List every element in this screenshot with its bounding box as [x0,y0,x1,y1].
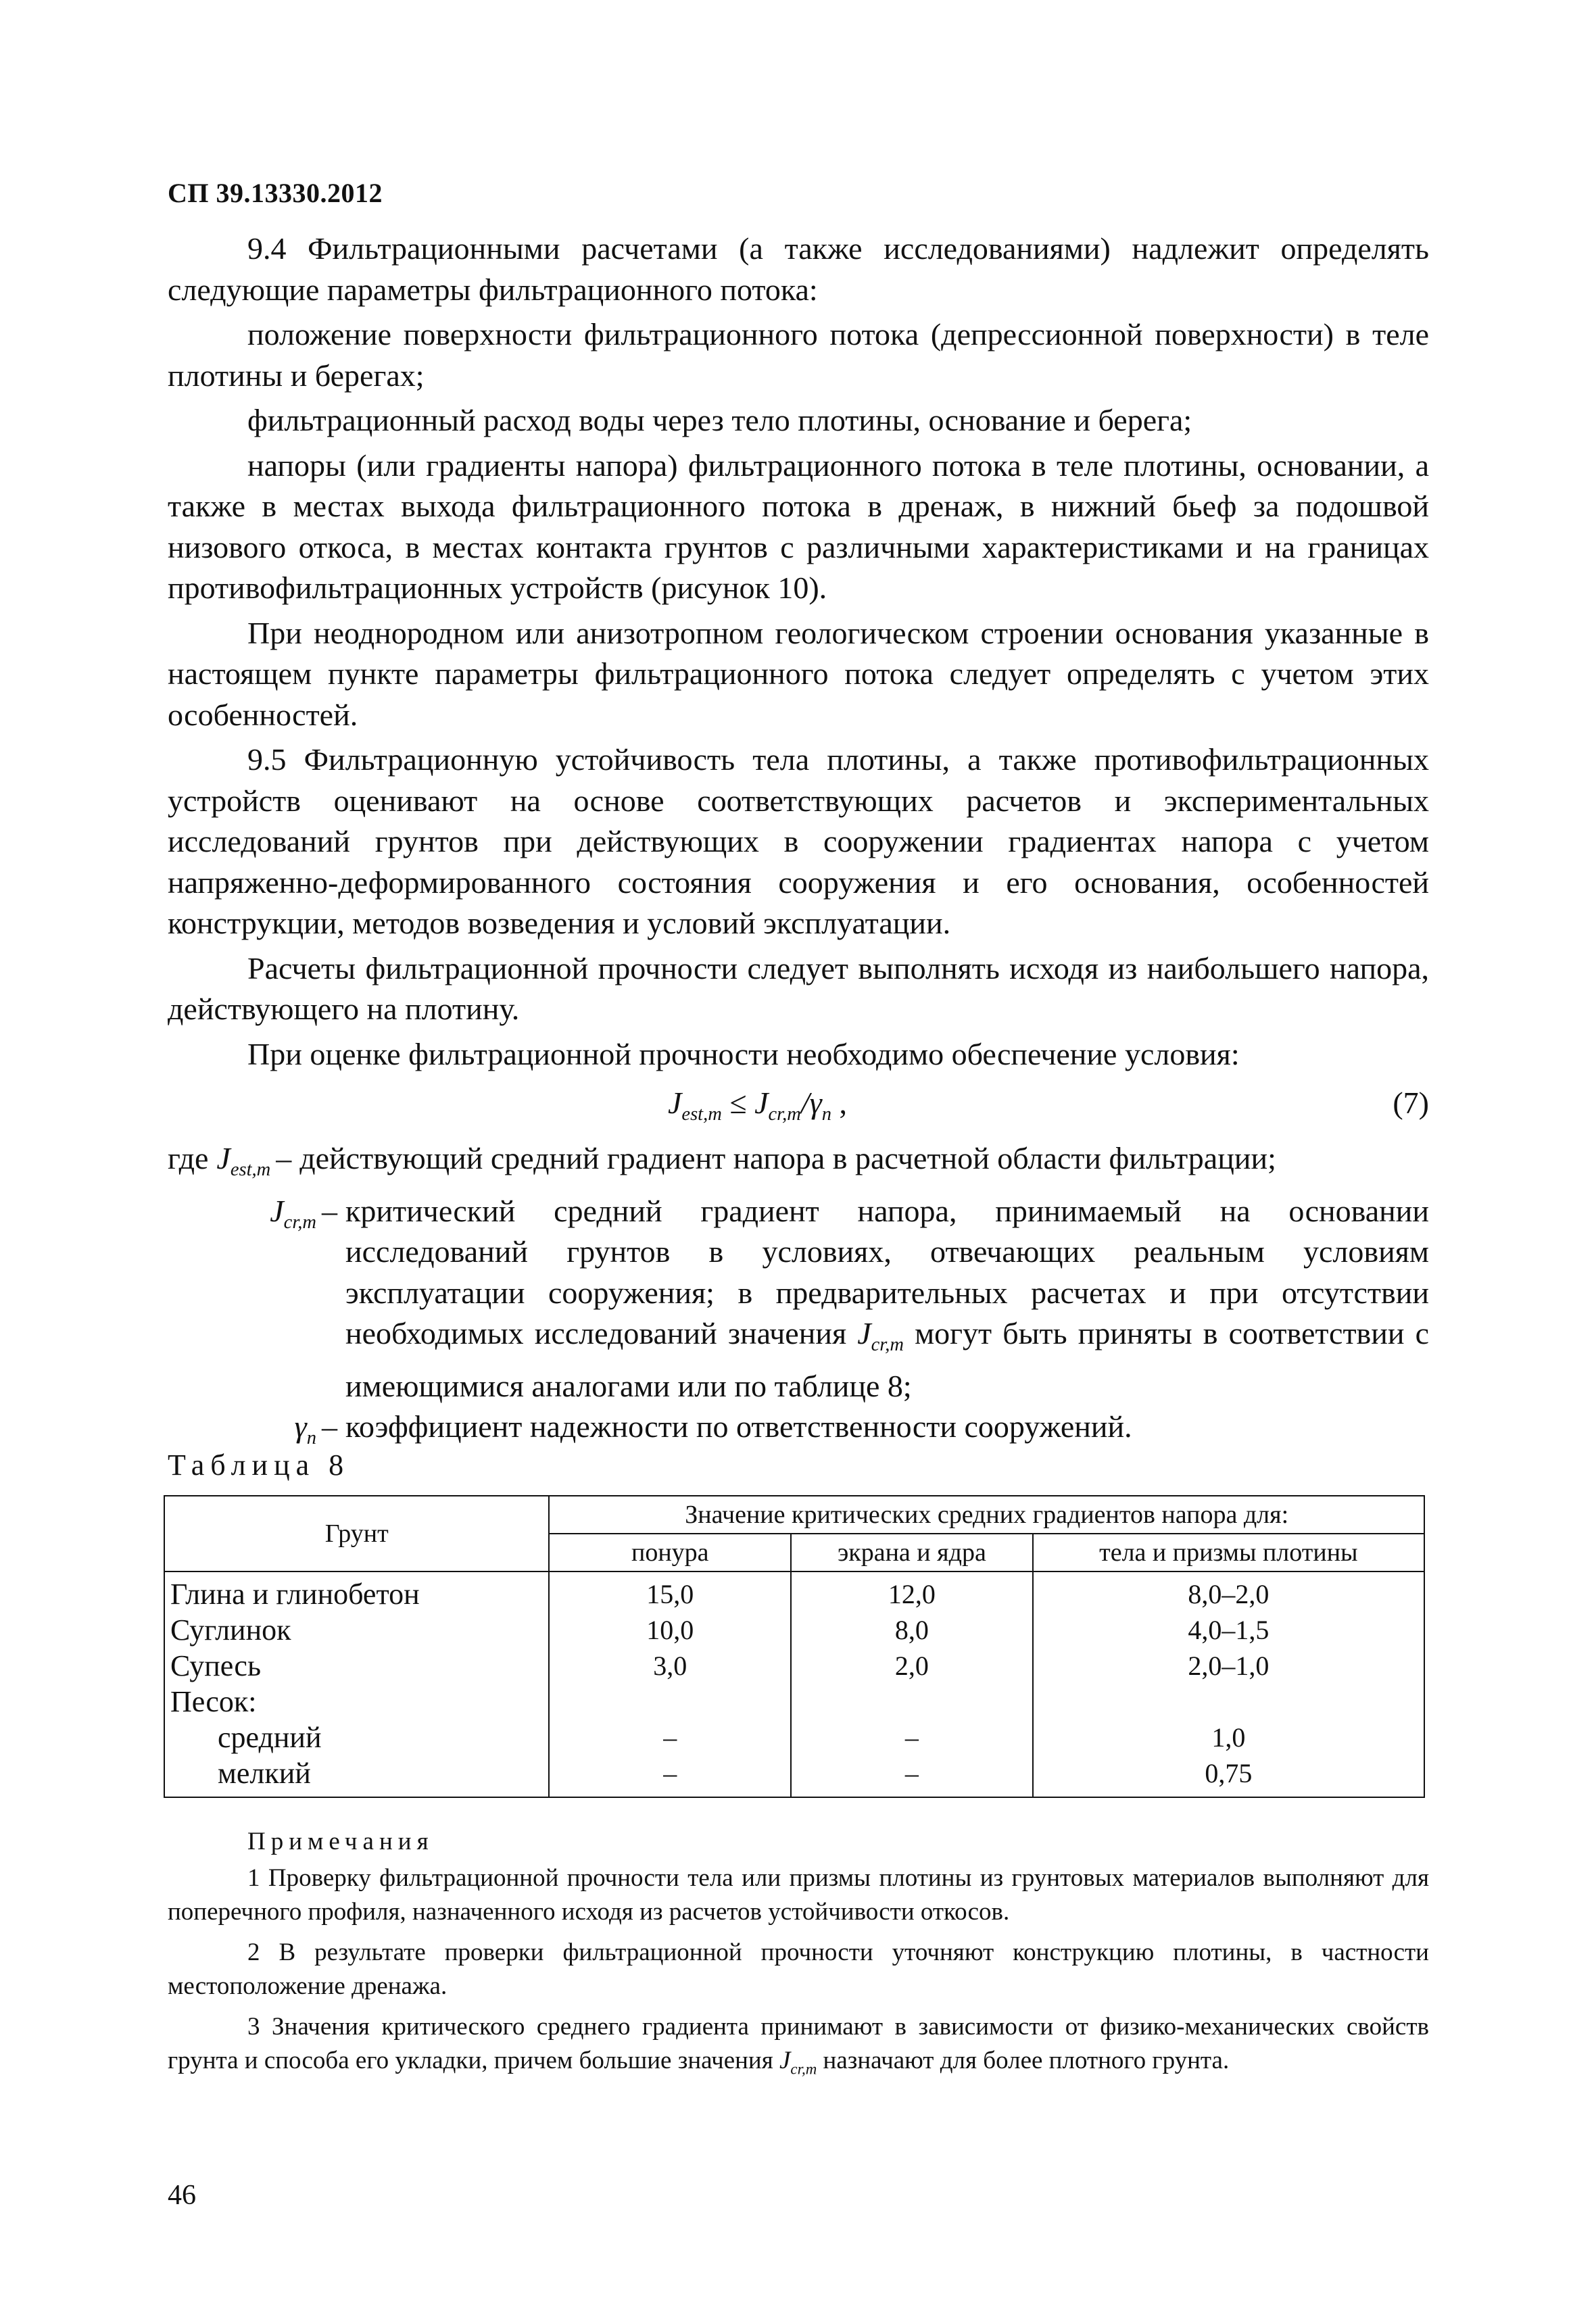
body-text [168,228,1429,1459]
paragraph-item: При оценке фильтрационной прочности необходимо обеспечение условия: [247,1036,1240,1071]
notes-title: Примечания [247,1828,434,1855]
formula-7: $J_{est,m} \le J_{cr,m}/\gamma_n$ , [668,1086,848,1125]
header-col-1: понура [549,1534,791,1571]
table-8 [164,1495,1425,1798]
table-caption: Таблица 8 [168,1448,350,1482]
document-header: СП 39.13330.2012 [168,178,383,208]
note-3: 3 Значения критического среднего градиента принимают в зависимости от физико-механических свойств грунта и способа его укладки, причем большие значения $J_{cr,m}$ назначают для более плотного грунта. [168,2013,1429,2078]
paragraph-item: положение поверхности фильтрационного потока (депрессионной поверхности) в теле плотины и берегах; [168,317,1429,393]
definitions [168,1138,1429,1459]
paragraph-9-4: 9.4 Фильтрационными расчетами (а также исследованиями) надлежит определять следующие параметры фильтрационного потока: [168,231,1429,307]
formula-row [168,1079,1429,1133]
note-1: 1 Проверку фильтрационной прочности тела или призмы плотины из грунтовых материалов выполняют для поперечного профиля, назначенного исходя из расчетов устойчивости откосов. [168,1864,1429,1926]
paragraph-item: Расчеты фильтрационной прочности следует выполнять исходя из наибольшего напора, действующего на плотину. [168,950,1429,1026]
definition-text: критический средний градиент напора, принимаемый на основании исследований грунтов в условиях, отвечающих реальным условиям эксплуатации сооружения; в предварительных расчетах и при отсутствии необходимых исследований значения $J_{cr,m}$ могут быть приняты в соответствии с имеющимися аналогами или по таблице 8; [345,1193,1430,1403]
table-row: Глина и глинобетон 15,0 12,0 8,0–2,0 [164,1571,1424,1612]
paragraph-9-5: 9.5 Фильтрационную устойчивость тела плотины, а также противофильтрационных устройств оценивают на основе соответствующих расчетов и экспериментальных исследований грунтов при действующих в сооружении градиентах напора с учетом напряженно-деформированного состояния сооружения и его основания, особенностей конструкции, методов возведения и условий эксплуатации. [168,742,1429,940]
header-soil: Грунт [164,1496,549,1571]
where-label: где [168,1141,209,1175]
note-2: 2 В результате проверки фильтрационной прочности уточняют конструкцию плотины, в частности местоположение дренажа. [168,1939,1429,2000]
header-col-2: экрана и ядра [791,1534,1033,1571]
definition-text: коэффициент надежности по ответственности сооружений. [345,1409,1132,1444]
page-number: 46 [168,2180,196,2211]
definition-symbol: $J_{est,m}$ [216,1141,271,1181]
paragraph-item: При неоднородном или анизотропном геологическом строении основания указанные в настоящем пункте параметры фильтрационного потока следует определять с учетом этих особенностей. [168,615,1429,732]
table-row: средний – – 1,0 [164,1720,1424,1755]
paragraph-item: фильтрационный расход воды через тело плотины, основание и берега; [247,403,1192,437]
header-group: Значение критических средних градиентов напора для: [549,1496,1424,1534]
definition-jest: где $J_{est,m}$ – действующий средний градиент напора в расчетной области фильтрации; [168,1138,1429,1191]
table-row: Песок: [164,1684,1424,1720]
table-row: Супесь 3,0 2,0 2,0–1,0 [164,1648,1424,1684]
equation-number: (7) [1393,1086,1429,1120]
definition-symbol: $J_{cr,m}$ [270,1193,316,1233]
definition-gamma: $\gamma_n$ – коэффициент надежности по ответственности сооружений. [168,1407,1429,1459]
definition-text: действующий средний градиент напора в расчетной области фильтрации; [299,1141,1276,1175]
notes-section [168,1825,1429,2093]
table-row: Суглинок 10,0 8,0 4,0–1,5 [164,1612,1424,1648]
paragraph-item: напоры (или градиенты напора) фильтрационного потока в теле плотины, основании, а также в местах выхода фильтрационного потока в дренаж, в нижний бьеф за подошвой низового откоса, в местах контакта грунтов с различными характеристиками и на границах противофильтрационных устройств (рисунок 10). [168,447,1429,605]
definition-symbol: $\gamma_n$ [294,1409,316,1449]
definition-jcr: $J_{cr,m}$ – критический средний градиент напора, принимаемый на основании исследований грунтов в условиях, отвечающих реальным условиям эксплуатации сооружения; в предварительных расчетах и при отсутствии необходимых исследований значения $J_{cr,m}$ могут быть приняты в соответствии с имеющимися аналогами или по таблице 8; [168,1191,1429,1407]
table-row: мелкий – – 0,75 [164,1755,1424,1797]
header-col-3: тела и призмы плотины [1033,1534,1424,1571]
